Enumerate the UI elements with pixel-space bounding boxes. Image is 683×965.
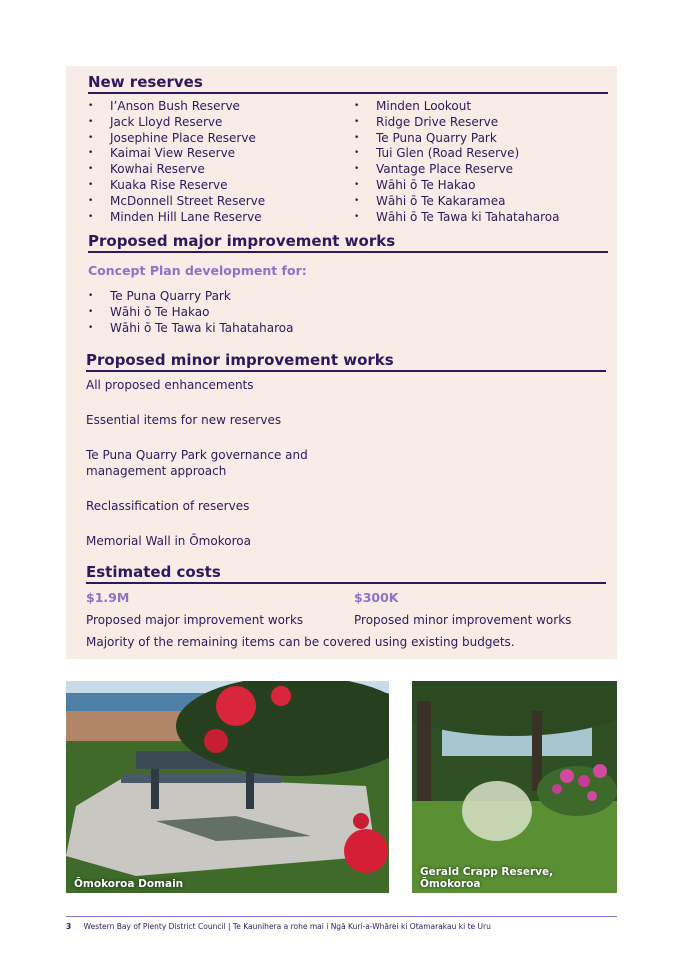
list-item: • Kowhai Reserve xyxy=(88,162,265,178)
list-item: • Wāhi ō Te Tawa ki Tahataharoa xyxy=(354,210,559,226)
list-item: • Vantage Place Reserve xyxy=(354,162,559,178)
list-item: • Jack Lloyd Reserve xyxy=(88,115,265,131)
list-item: • Tui Glen (Road Reserve) xyxy=(354,146,559,162)
list-item: • Te Puna Quarry Park xyxy=(354,131,559,147)
list-item: • Wāhi ō Te Kakaramea xyxy=(354,194,559,210)
minor-item: Reclassification of reserves xyxy=(86,499,250,513)
photo-caption: Gerald Crapp Reserve, Ōmokoroa xyxy=(420,866,554,890)
major-cost-label: Proposed major improvement works xyxy=(86,613,304,627)
minor-cost-label: Proposed minor improvement works xyxy=(354,613,572,627)
omokoroa-domain-photo xyxy=(66,681,389,893)
minor-cost-amount: $300K xyxy=(354,590,399,605)
new-reserves-heading: New reserves xyxy=(88,73,608,94)
minor-item: Memorial Wall in Ōmokoroa xyxy=(86,534,251,548)
list-item: • McDonnell Street Reserve xyxy=(88,194,265,210)
footer-text: Western Bay of Plenty District Council | Te Kaunihera a rohe mai i Ngā Kuri-a-Whārei ki Otamarakau ki te Uru xyxy=(83,922,491,931)
estimated-costs-heading: Estimated costs xyxy=(86,563,606,584)
gerald-crapp-reserve-photo xyxy=(412,681,617,893)
costs-note: Majority of the remaining items can be covered using existing budgets. xyxy=(86,635,515,649)
page-number: 3 xyxy=(66,922,72,931)
list-item: • Wāhi ō Te Hakao xyxy=(354,178,559,194)
list-item: • Josephine Place Reserve xyxy=(88,131,265,147)
list-item: • Te Puna Quarry Park xyxy=(88,289,293,305)
new-reserves-list-col1 xyxy=(88,99,265,225)
list-item: • Wāhi ō Te Tawa ki Tahataharoa xyxy=(88,321,293,337)
new-reserves-list-col2 xyxy=(354,99,559,225)
major-works-list xyxy=(88,289,293,336)
list-item: • Kuaka Rise Reserve xyxy=(88,178,265,194)
concept-plan-subheading: Concept Plan development for: xyxy=(88,263,307,278)
minor-item: Essential items for new reserves xyxy=(86,413,282,427)
minor-item: Te Puna Quarry Park governance and management approach xyxy=(86,448,308,478)
list-item: • I’Anson Bush Reserve xyxy=(88,99,265,115)
list-item: • Wāhi ō Te Hakao xyxy=(88,305,293,321)
list-item: • Minden Hill Lane Reserve xyxy=(88,210,265,226)
list-item: • Ridge Drive Reserve xyxy=(354,115,559,131)
page-footer xyxy=(66,922,491,931)
minor-item: All proposed enhancements xyxy=(86,378,254,392)
list-item: • Kaimai View Reserve xyxy=(88,146,265,162)
list-item: • Minden Lookout xyxy=(354,99,559,115)
footer-divider xyxy=(66,916,617,917)
photo-caption: Ōmokoroa Domain xyxy=(74,878,184,890)
major-cost-amount: $1.9M xyxy=(86,590,130,605)
minor-works-heading: Proposed minor improvement works xyxy=(86,351,606,372)
major-works-heading: Proposed major improvement works xyxy=(88,232,608,253)
